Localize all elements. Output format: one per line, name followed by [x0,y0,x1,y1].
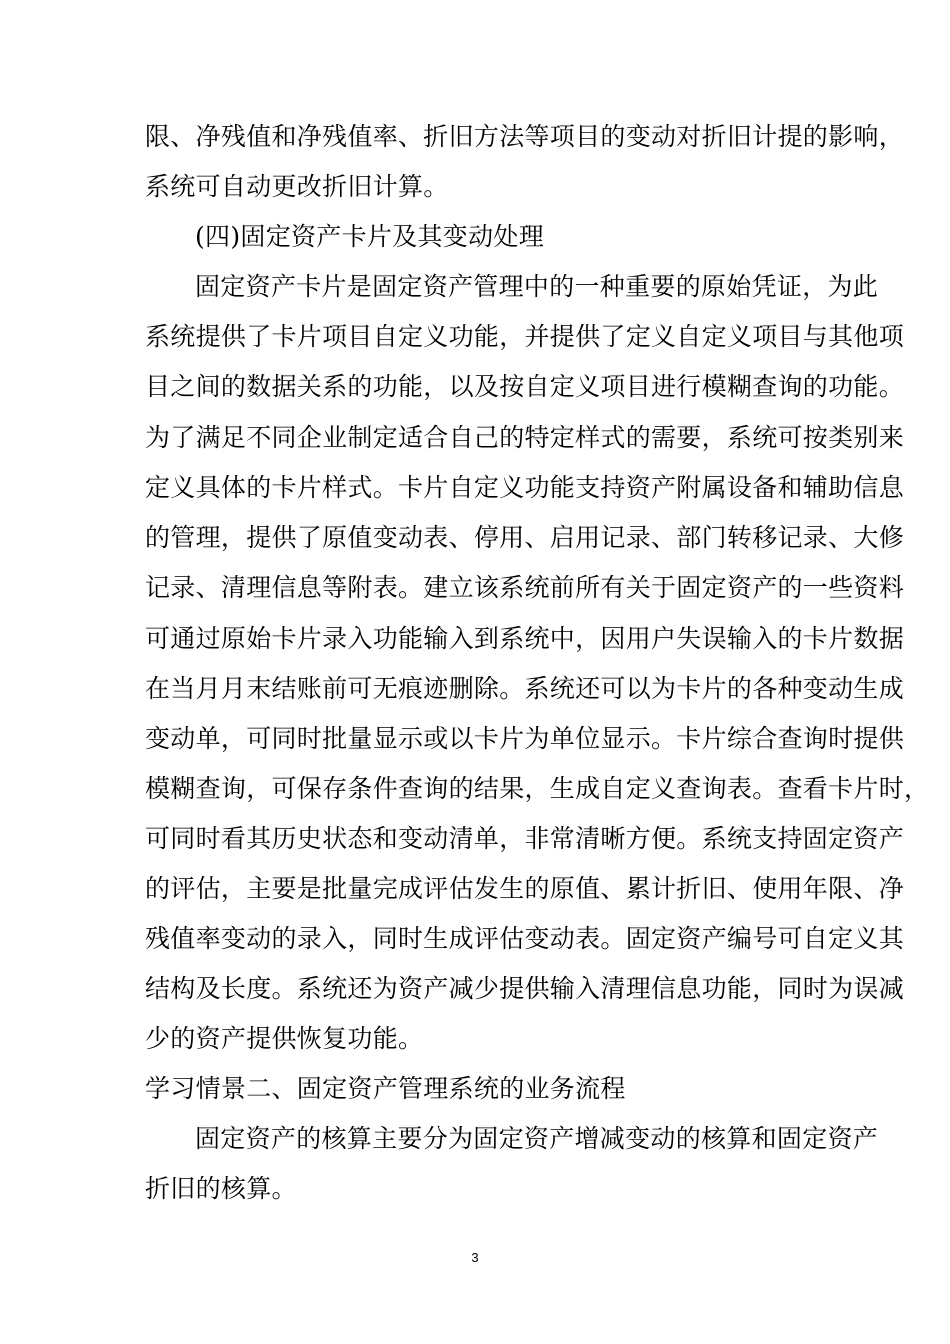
text-line: 变动单，可同时批量显示或以卡片为单位显示。卡片综合查询时提供 [145,724,905,753]
text-line: 系统提供了卡片项目自定义功能，并提供了定义自定义项目与其他项 [145,322,905,351]
text-line: 固定资产卡片是固定资产管理中的一种重要的原始凭证，为此 [195,272,879,301]
text-line: 限、净残值和净残值率、折旧方法等项目的变动对折旧计提的影响， [145,122,905,151]
text-line: 模糊查询，可保存条件查询的结果，生成自定义查询表。查看卡片时， [145,774,930,803]
page-number: 3 [471,1250,479,1265]
text-line: 固定资产的核算主要分为固定资产增减变动的核算和固定资产 [195,1124,879,1153]
text-line: 结构及长度。系统还为资产减少提供输入清理信息功能，同时为误减 [145,974,905,1003]
text-line: 少的资产提供恢复功能。 [145,1024,424,1053]
text-line: 残值率变动的录入，同时生成评估变动表。固定资产编号可自定义其 [145,924,905,953]
text-line: 的管理，提供了原值变动表、停用、启用记录、部门转移记录、大修 [145,523,905,552]
text-line: 定义具体的卡片样式。卡片自定义功能支持资产附属设备和辅助信息 [145,473,905,502]
text-line: 的评估，主要是批量完成评估发生的原值、累计折旧、使用年限、净 [145,874,905,903]
text-line: 系统可自动更改折旧计算。 [145,172,449,201]
text-line: 目之间的数据关系的功能，以及按自定义项目进行模糊查询的功能。 [145,372,905,401]
section-heading: (四)固定资产卡片及其变动处理 [195,222,545,251]
text-line: 在当月月末结账前可无痕迹删除。系统还可以为卡片的各种变动生成 [145,674,905,703]
text-line: 可同时看其历史状态和变动清单，非常清晰方便。系统支持固定资产 [145,824,905,853]
text-line: 可通过原始卡片录入功能输入到系统中，因用户失误输入的卡片数据 [145,624,905,653]
text-line: 记录、清理信息等附表。建立该系统前所有关于固定资产的一些资料 [145,573,905,602]
text-line: 折旧的核算。 [145,1174,297,1203]
text-line: 为了满足不同企业制定适合自己的特定样式的需要，系统可按类别来 [145,423,905,452]
section-heading: 学习情景二、固定资产管理系统的业务流程 [145,1074,626,1103]
